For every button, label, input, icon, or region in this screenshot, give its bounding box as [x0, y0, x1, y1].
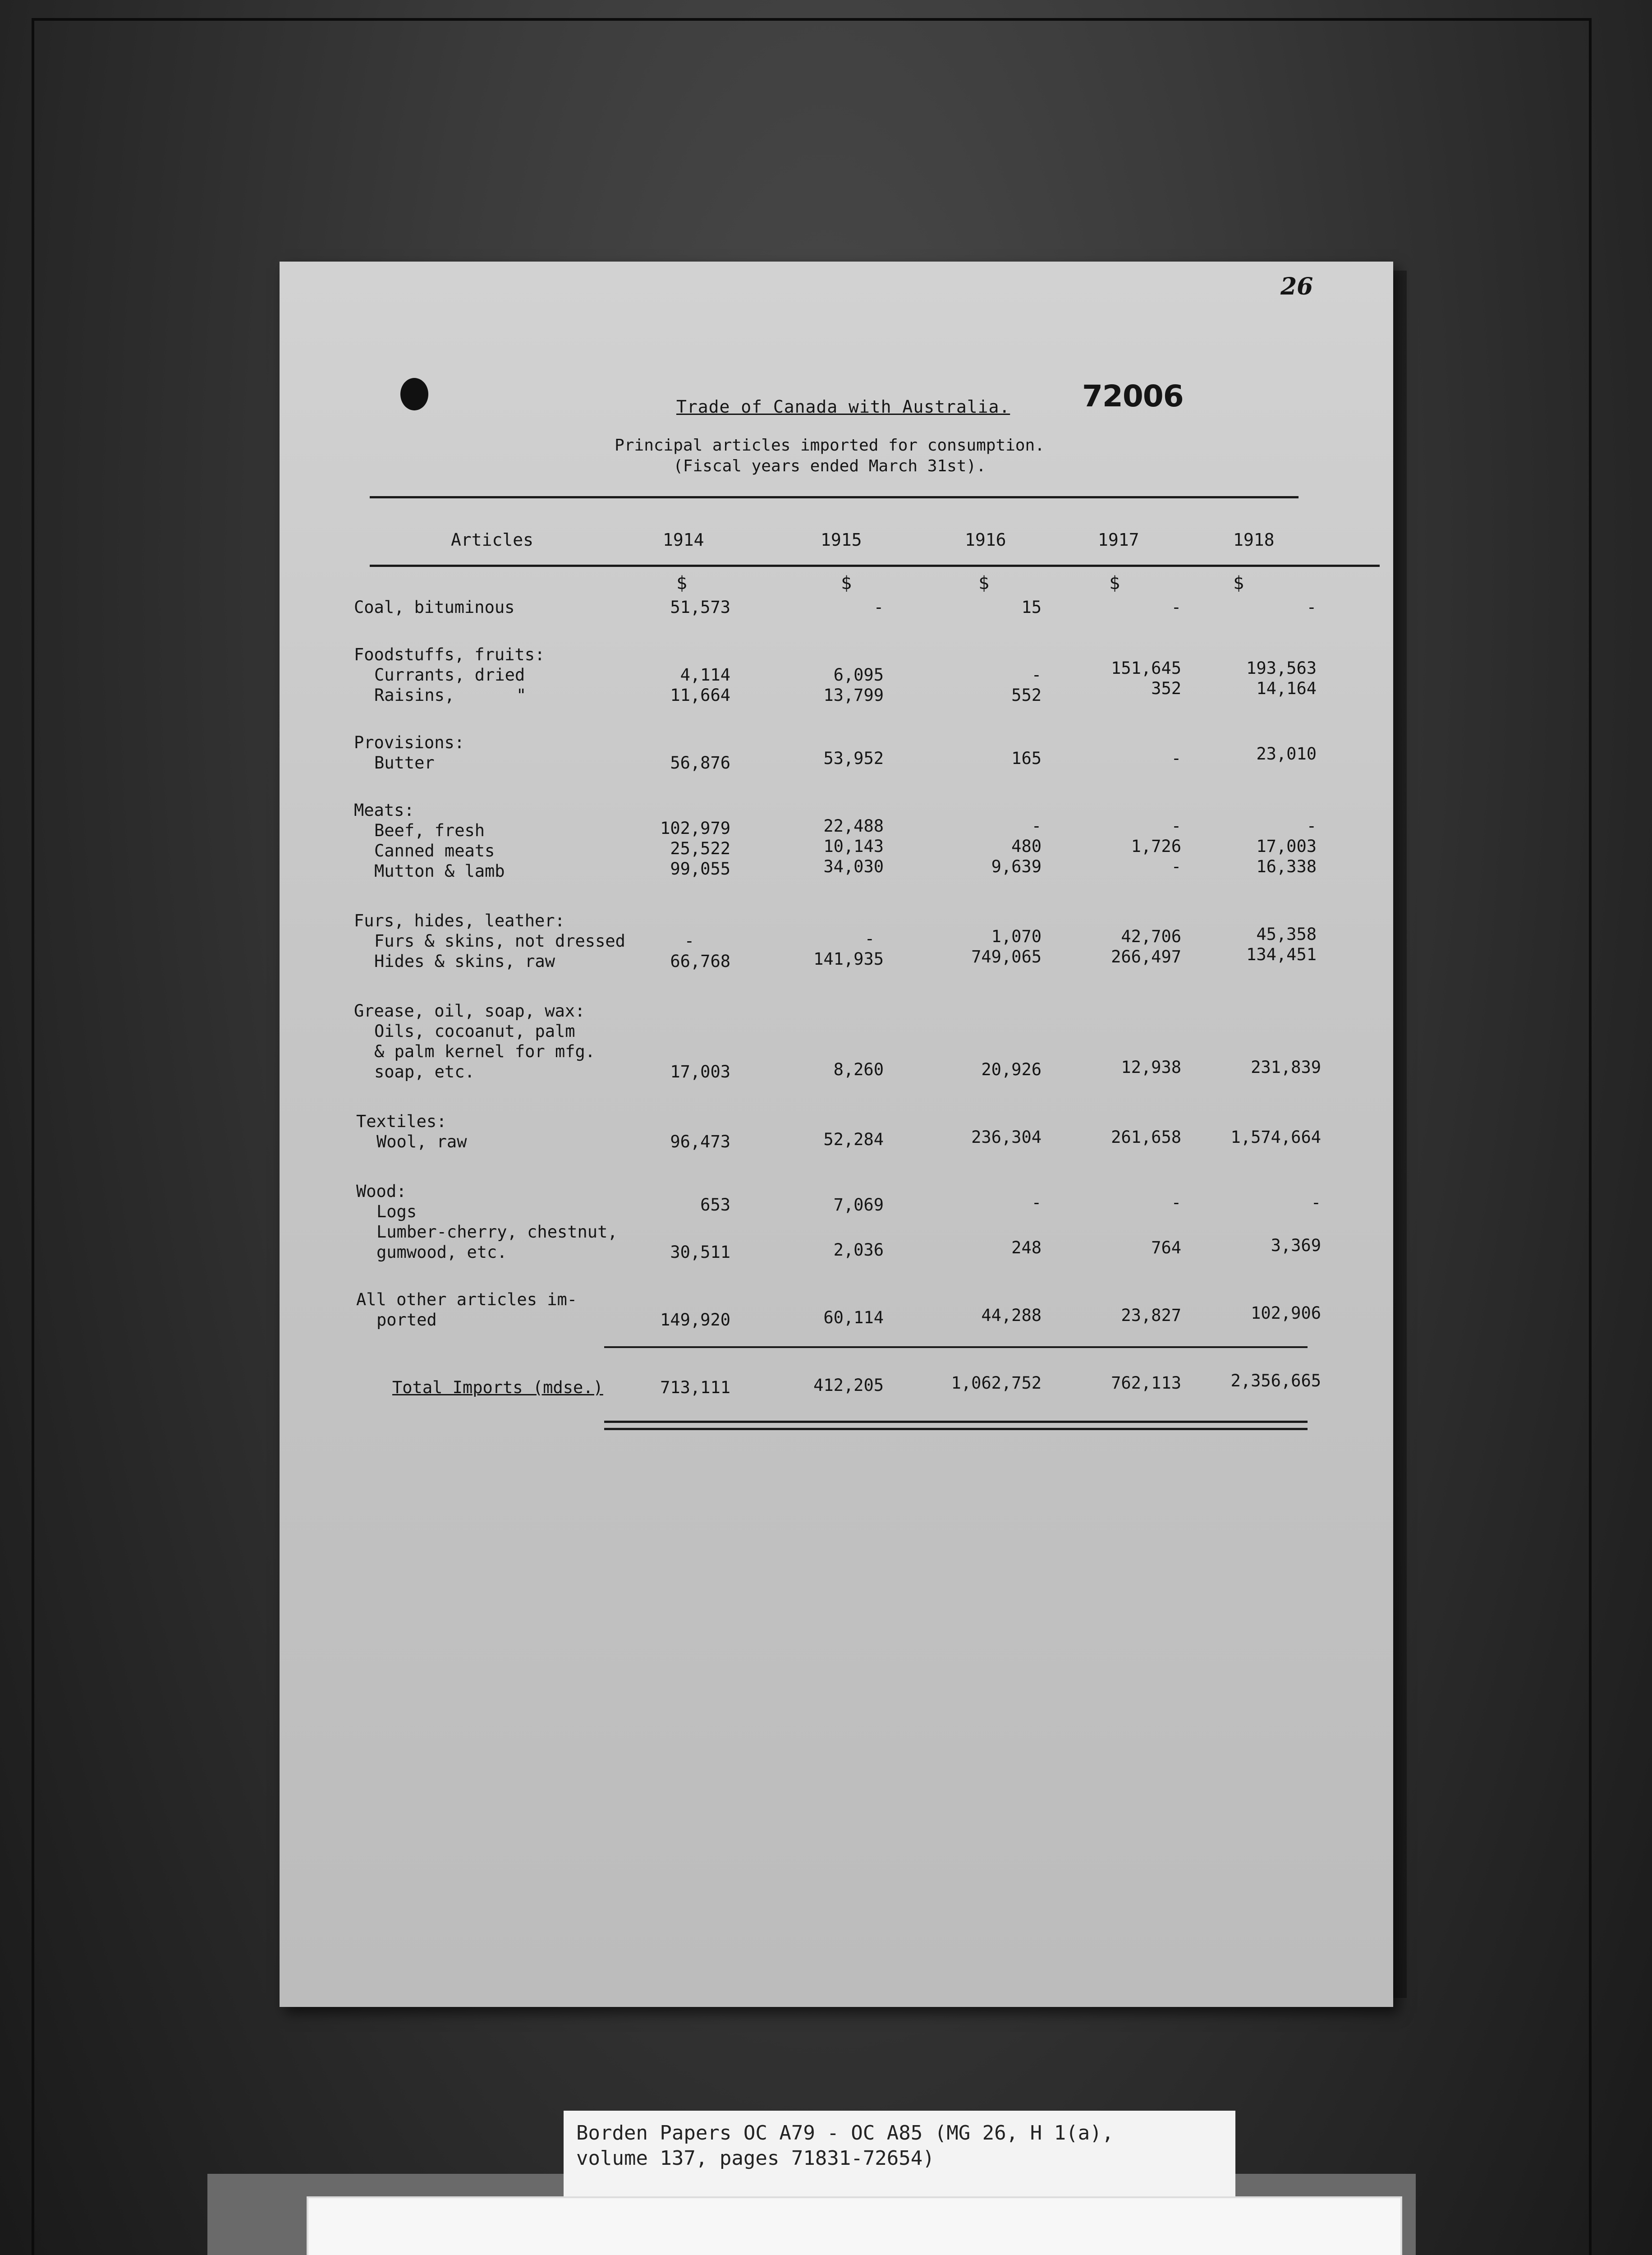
cell-oils-1916: 20,926 [981, 1060, 1042, 1079]
cell-coal-1916: 15 [1021, 598, 1042, 617]
dollar-sign-1914: $ [676, 573, 688, 594]
cell-other-1914: 149,920 [660, 1310, 730, 1330]
label-coal: Coal, bituminous [354, 598, 515, 617]
page-number-mark: 26 [1280, 273, 1313, 300]
document-subtitle [604, 435, 1055, 477]
column-header-1915: 1915 [821, 530, 862, 550]
column-header-1917: 1917 [1098, 530, 1139, 550]
dollar-sign-1917: $ [1109, 573, 1120, 594]
cell-canned-1914: 25,522 [670, 839, 730, 858]
cell-total-1914: 713,111 [660, 1378, 730, 1397]
double-rule-bottom [604, 1428, 1308, 1430]
cell-wool-1914: 96,473 [670, 1132, 730, 1151]
total-rule [604, 1346, 1308, 1348]
label-other-1: All other articles im- [356, 1290, 578, 1309]
label-oils-2: & palm kernel for mfg. [374, 1042, 596, 1061]
cell-furs-1916: 1,070 [991, 927, 1042, 946]
cell-logs-1914: 653 [700, 1195, 730, 1215]
cell-lumber-1918: 3,369 [1271, 1236, 1321, 1255]
label-raisins-ditto: " [516, 686, 527, 705]
label-meats: Meats: [354, 801, 414, 820]
archive-card [307, 2196, 1402, 2255]
cell-butter-1916: 165 [1011, 749, 1042, 768]
cell-wool-1917: 261,658 [1111, 1128, 1181, 1147]
cell-butter-1914: 56,876 [670, 753, 730, 773]
label-oils-1: Oils, cocoanut, palm [374, 1022, 575, 1041]
header-rule [370, 565, 1380, 567]
document-title: Trade of Canada with Australia. [676, 397, 1010, 417]
label-grease: Grease, oil, soap, wax: [354, 1001, 585, 1021]
cell-wool-1915: 52,284 [823, 1130, 884, 1149]
cell-butter-1915: 53,952 [823, 749, 884, 768]
cell-coal-1914: 51,573 [670, 598, 730, 617]
cell-oils-1918: 231,839 [1251, 1058, 1321, 1077]
cell-logs-1915: 7,069 [833, 1195, 884, 1215]
label-currants: Currants, dried [374, 665, 525, 685]
cell-beef-1914: 102,979 [660, 819, 730, 838]
cell-coal-1915: - [873, 598, 884, 617]
label-provisions: Provisions: [354, 733, 465, 752]
label-butter: Butter [374, 753, 435, 773]
cell-mutton-1916: 9,639 [991, 857, 1042, 876]
cell-total-1916: 1,062,752 [951, 1373, 1042, 1393]
cell-lumber-1914: 30,511 [670, 1243, 730, 1262]
cell-other-1916: 44,288 [981, 1306, 1042, 1325]
cell-mutton-1914: 99,055 [670, 859, 730, 879]
label-wool: Wool, raw [376, 1132, 467, 1151]
dollar-sign-1915: $ [841, 573, 852, 594]
column-header-1918: 1918 [1233, 530, 1275, 550]
punch-hole [400, 378, 428, 410]
label-other-2: ported [376, 1310, 437, 1330]
cell-canned-1915: 10,143 [823, 837, 884, 856]
citation-line-2: volume 137, pages 71831-72654) [576, 2147, 935, 2170]
cell-other-1917: 23,827 [1121, 1306, 1181, 1325]
cell-hides-1916: 749,065 [971, 947, 1042, 966]
cell-hides-1915: 141,935 [813, 949, 884, 969]
cell-mutton-1915: 34,030 [823, 857, 884, 876]
label-lumber-2: gumwood, etc. [376, 1243, 507, 1262]
cell-beef-1917: - [1171, 816, 1181, 836]
cell-beef-1916: - [1031, 816, 1042, 836]
cell-oils-1915: 8,260 [833, 1060, 884, 1079]
cell-raisins-1917: 352 [1151, 679, 1181, 698]
top-rule [370, 496, 1299, 498]
stamp-number: 72006 [1082, 379, 1184, 414]
cell-currants-1917: 151,645 [1111, 658, 1181, 678]
cell-logs-1916: - [1031, 1193, 1042, 1212]
cell-mutton-1917: - [1171, 857, 1181, 876]
cell-total-1918: 2,356,665 [1230, 1371, 1321, 1390]
cell-lumber-1917: 764 [1151, 1238, 1181, 1257]
cell-lumber-1916: 248 [1011, 1238, 1042, 1257]
cell-furs-1918: 45,358 [1256, 925, 1317, 944]
cell-currants-1915: 6,095 [833, 665, 884, 685]
label-logs: Logs [376, 1202, 417, 1221]
label-textiles: Textiles: [356, 1112, 447, 1131]
cell-lumber-1915: 2,036 [833, 1240, 884, 1260]
label-wood: Wood: [356, 1182, 407, 1201]
cell-hides-1918: 134,451 [1246, 945, 1317, 964]
cell-beef-1918: - [1306, 816, 1317, 836]
cell-raisins-1916: 552 [1011, 686, 1042, 705]
subtitle-line-1: Principal articles imported for consumption. [615, 436, 1045, 455]
cell-butter-1917: - [1171, 749, 1181, 768]
label-foodstuffs: Foodstuffs, fruits: [354, 645, 545, 664]
label-oils-3: soap, etc. [374, 1062, 475, 1081]
label-canned: Canned meats [374, 841, 495, 861]
label-total: Total Imports (mdse.) [392, 1378, 603, 1397]
cell-total-1917: 762,113 [1111, 1373, 1181, 1393]
cell-coal-1917: - [1171, 598, 1181, 617]
cell-hides-1917: 266,497 [1111, 947, 1181, 966]
citation-line-1: Borden Papers OC A79 - OC A85 (MG 26, H 1(a), [576, 2122, 1114, 2145]
cell-furs-1917: 42,706 [1121, 927, 1181, 946]
label-lumber-1: Lumber-cherry, chestnut, [376, 1222, 618, 1242]
cell-wool-1918: 1,574,664 [1230, 1128, 1321, 1147]
cell-canned-1916: 480 [1011, 837, 1042, 856]
cell-furs-1914: - [684, 931, 694, 951]
cell-butter-1918: 23,010 [1256, 744, 1317, 764]
document-sheet [280, 262, 1393, 2007]
column-header-articles: Articles [451, 530, 534, 550]
label-furs-skins: Furs & skins, not dressed [374, 931, 625, 951]
cell-mutton-1918: 16,338 [1256, 857, 1317, 876]
label-raisins: Raisins, [374, 686, 455, 705]
cell-raisins-1918: 14,164 [1256, 679, 1317, 698]
cell-other-1915: 60,114 [823, 1308, 884, 1327]
cell-oils-1917: 12,938 [1121, 1058, 1181, 1077]
dollar-sign-1916: $ [978, 573, 990, 594]
double-rule-top [604, 1421, 1308, 1423]
column-header-1916: 1916 [965, 530, 1006, 550]
cell-raisins-1915: 13,799 [823, 686, 884, 705]
label-furs: Furs, hides, leather: [354, 911, 565, 930]
cell-total-1915: 412,205 [813, 1376, 884, 1395]
subtitle-line-2: (Fiscal years ended March 31st). [673, 457, 986, 475]
cell-hides-1914: 66,768 [670, 952, 730, 971]
dollar-sign-1918: $ [1233, 573, 1244, 594]
column-header-1914: 1914 [663, 530, 704, 550]
cell-furs-1915: - [864, 929, 875, 948]
cell-canned-1918: 17,003 [1256, 837, 1317, 856]
cell-wool-1916: 236,304 [971, 1128, 1042, 1147]
cell-currants-1916: - [1031, 665, 1042, 685]
cell-logs-1917: - [1171, 1193, 1181, 1212]
label-hides: Hides & skins, raw [374, 952, 555, 971]
cell-oils-1914: 17,003 [670, 1062, 730, 1081]
cell-raisins-1914: 11,664 [670, 686, 730, 705]
label-mutton: Mutton & lamb [374, 861, 505, 881]
cell-beef-1915: 22,488 [823, 816, 884, 836]
cell-logs-1918: - [1311, 1193, 1321, 1212]
cell-coal-1918: - [1306, 598, 1317, 617]
cell-currants-1918: 193,563 [1246, 658, 1317, 678]
label-beef: Beef, fresh [374, 821, 485, 840]
cell-currants-1914: 4,114 [680, 665, 730, 685]
cell-other-1918: 102,906 [1251, 1303, 1321, 1323]
cell-canned-1917: 1,726 [1131, 837, 1181, 856]
